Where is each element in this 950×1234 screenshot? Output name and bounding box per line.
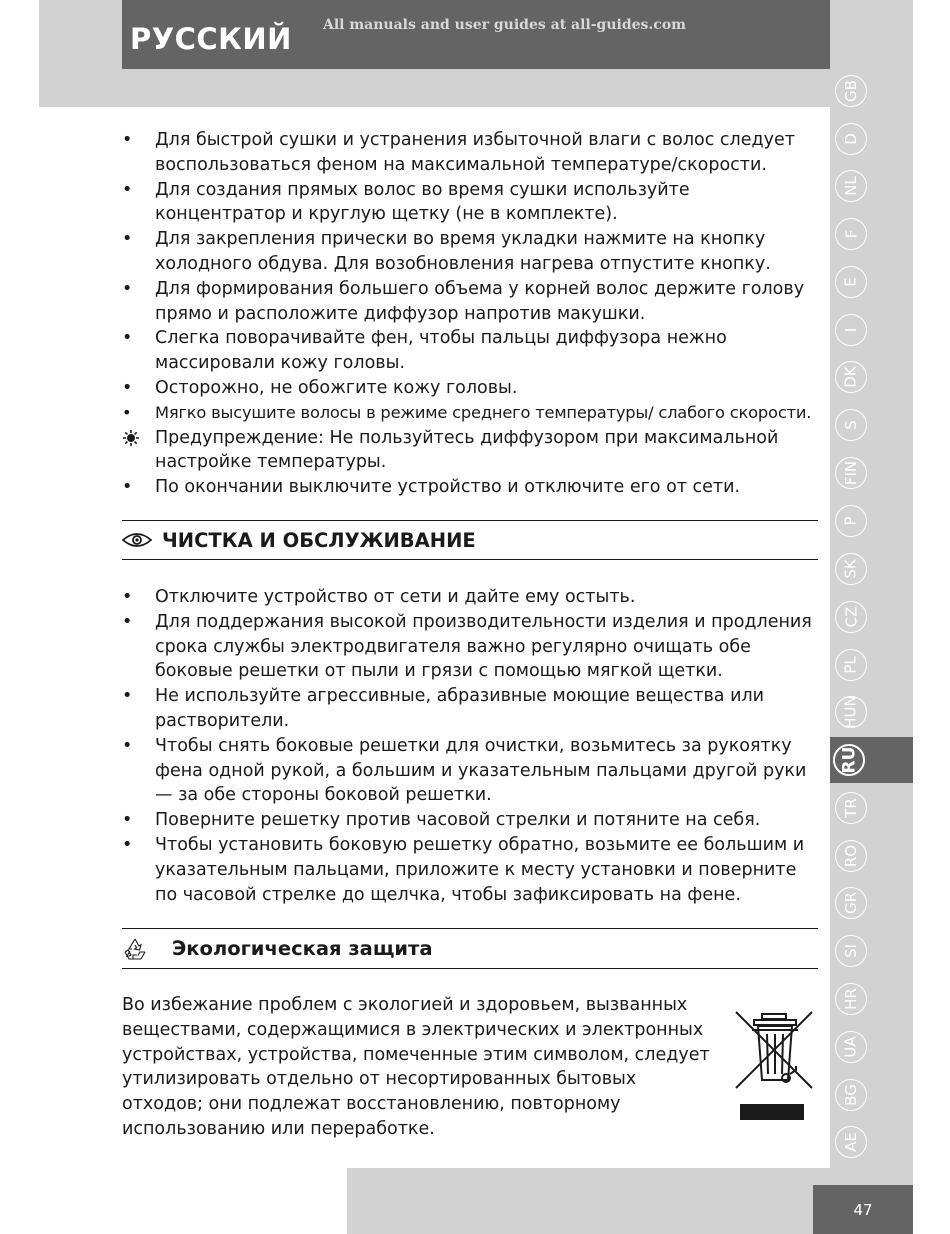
list-item bbox=[122, 178, 818, 228]
language-tab-ae[interactable] bbox=[831, 1122, 871, 1162]
language-tab-gr[interactable] bbox=[831, 883, 871, 923]
language-tab-sk[interactable] bbox=[831, 549, 871, 589]
eco-section-header bbox=[122, 928, 818, 969]
language-tab-circle bbox=[835, 696, 867, 728]
list-item-text: Не используйте агрессивные, абразивные моющие вещества или растворители. bbox=[155, 686, 764, 731]
language-tab-circle bbox=[835, 123, 867, 155]
language-title: РУССКИЙ bbox=[130, 22, 292, 56]
eco-paragraph: Во избежание проблем с экологией и здоровьем, вызванных веществами, содержащимися в электрических и электронных устройствах, устройства, помеченные этим символом, следует утилизировать отдельно от несортированных бытовых отходов; они подлежат восстановлению, повторному использованию или переработке. bbox=[122, 995, 710, 1139]
list-item-text: Осторожно, не обожгите кожу головы. bbox=[155, 377, 518, 398]
cleaning-section-title: ЧИСТКА И ОБСЛУЖИВАНИЕ bbox=[162, 528, 476, 552]
language-tab-label: S bbox=[842, 420, 860, 430]
language-tab-label: GR bbox=[841, 891, 860, 915]
bullet-mark: • bbox=[122, 179, 133, 200]
list-item bbox=[122, 227, 818, 277]
list-item-text: Мягко высушите волосы в режиме среднего температуры/ слабого скорости. bbox=[155, 402, 812, 422]
language-tab-circle bbox=[835, 601, 867, 633]
bullet-mark: • bbox=[122, 477, 133, 498]
list-item-text: Для закрепления прически во время укладки нажмите на кнопку холодного обдува. Для возобновления нагрева отпустите кнопку. bbox=[155, 229, 771, 274]
eco-section-title: Экологическая защита bbox=[172, 937, 433, 960]
language-tab-circle bbox=[835, 75, 867, 107]
watermark-text: All manuals and user guides at all-guides.com bbox=[323, 17, 686, 33]
language-tab-label: F bbox=[841, 229, 860, 239]
header-bar bbox=[122, 0, 830, 69]
bullet-mark: • bbox=[122, 130, 133, 150]
bullet-mark: • bbox=[122, 735, 133, 756]
list-item bbox=[122, 833, 818, 907]
language-tab-circle bbox=[835, 505, 867, 537]
bullet-mark: • bbox=[122, 278, 133, 299]
list-item bbox=[122, 684, 818, 734]
language-tab-circle bbox=[835, 983, 867, 1015]
list-item-text: Предупреждение: Не пользуйтесь диффузором при максимальной настройке температуры. bbox=[155, 427, 779, 473]
weee-bin-icon bbox=[734, 1008, 816, 1124]
cleaning-list bbox=[122, 585, 818, 907]
language-tab-circle bbox=[835, 935, 867, 967]
language-tab-p[interactable] bbox=[831, 501, 871, 541]
bullet-mark: • bbox=[122, 587, 133, 607]
language-tab-i[interactable] bbox=[831, 310, 871, 350]
language-tab-cz[interactable] bbox=[831, 597, 871, 637]
language-tab-pl[interactable] bbox=[831, 645, 871, 685]
language-tab-ru[interactable] bbox=[830, 737, 913, 783]
language-tab-hr[interactable] bbox=[831, 979, 871, 1019]
list-item bbox=[122, 808, 818, 833]
language-tab-circle bbox=[835, 314, 867, 346]
language-tab-ua[interactable] bbox=[831, 1027, 871, 1067]
language-tab-label: CZ bbox=[842, 606, 860, 628]
language-tab-s[interactable] bbox=[831, 405, 871, 445]
language-tab-circle bbox=[835, 170, 867, 202]
cleaning-section-header bbox=[122, 520, 818, 560]
list-item-text: Для создания прямых волос во время сушки используйте концентратор и круглую щетку (не в комплекте). bbox=[155, 179, 690, 225]
list-item-text: По окончании выключите устройство и отключите его от сети. bbox=[155, 477, 741, 498]
language-tab-label: SK bbox=[841, 559, 860, 579]
language-tab-circle bbox=[835, 792, 867, 824]
page-number: 47 bbox=[813, 1185, 913, 1234]
list-item bbox=[122, 585, 818, 610]
list-item-text: Чтобы снять боковые решетки для очистки, возьмитесь за рукоятку фена одной рукой, а большим и указательным пальцами другой руки — за обе стороны боковой решетки. bbox=[155, 735, 807, 806]
language-tab-circle bbox=[835, 553, 867, 585]
bullet-mark: • bbox=[122, 328, 133, 349]
language-tab-label: BG bbox=[842, 1084, 860, 1106]
list-item-text: Для быстрой сушки и устранения избыточной влаги с волос следует воспользоваться феном на максимальной температуре/скорости. bbox=[155, 130, 795, 175]
language-tab-f[interactable] bbox=[831, 214, 871, 254]
language-tab-label: I bbox=[842, 327, 860, 333]
language-tab-tr[interactable] bbox=[831, 788, 871, 828]
language-tab-label: E bbox=[841, 277, 860, 287]
language-tab-circle bbox=[835, 840, 867, 872]
language-tab-label: RO bbox=[841, 844, 860, 868]
language-tab-nl[interactable] bbox=[831, 166, 871, 206]
bullet-mark: • bbox=[122, 834, 133, 855]
list-item-text: Отключите устройство от сети и дайте ему остыть. bbox=[155, 587, 636, 607]
bullet-mark: • bbox=[122, 402, 132, 422]
list-item bbox=[122, 376, 818, 401]
language-tab-circle bbox=[835, 1031, 867, 1063]
eye-icon bbox=[122, 532, 152, 548]
bullet-mark: • bbox=[122, 229, 133, 250]
language-tab-label: UA bbox=[842, 1036, 860, 1058]
language-tab-e[interactable] bbox=[831, 262, 871, 302]
language-tab-label: GB bbox=[841, 80, 860, 102]
drying-tips-section bbox=[122, 128, 818, 500]
cleaning-section bbox=[122, 585, 818, 907]
list-item bbox=[122, 475, 818, 500]
language-tab-label: AE bbox=[842, 1132, 860, 1152]
list-item-text: Для поддержания высокой производительности изделия и продления срока службы электродвигателя важно регулярно очищать обе боковые решетки от пыли и грязи с помощью мягкой щетки. bbox=[155, 611, 812, 682]
language-tab-fin[interactable] bbox=[831, 453, 871, 493]
language-tab-label: P bbox=[841, 516, 860, 526]
list-item bbox=[122, 610, 818, 684]
recycle-icon bbox=[122, 937, 148, 961]
drying-tips-list bbox=[122, 128, 818, 500]
language-tab-label: NL bbox=[841, 176, 860, 196]
list-item-text: Чтобы установить боковую решетку обратно, возьмите ее большим и указательным пальцами, приложите к месту установки и поверните по часовой стрелке до щелчка, чтобы зафиксировать на фене. bbox=[155, 834, 805, 905]
list-item bbox=[122, 734, 818, 808]
language-tab-label: SI bbox=[841, 944, 860, 958]
list-item-text: Поверните решетку против часовой стрелки и потяните на себя. bbox=[155, 810, 761, 831]
language-tab-label: TR bbox=[842, 798, 860, 818]
language-tab-label: D bbox=[842, 133, 860, 145]
list-item-text: Слегка поворачивайте фен, чтобы пальцы диффузора нежно массировали кожу головы. bbox=[155, 328, 727, 374]
language-tab-si[interactable] bbox=[831, 931, 871, 971]
language-tab-label: HR bbox=[841, 988, 860, 1010]
language-tab-circle bbox=[835, 887, 867, 919]
warning-sun-icon bbox=[121, 429, 143, 447]
language-tab-label: RU bbox=[839, 746, 859, 774]
language-tab-label: HUN bbox=[842, 695, 861, 729]
language-tab-circle bbox=[835, 1079, 867, 1111]
bullet-mark: • bbox=[122, 810, 133, 831]
list-item bbox=[122, 277, 818, 327]
language-tab-hun[interactable] bbox=[831, 692, 871, 732]
language-tab-ro[interactable] bbox=[831, 836, 871, 876]
bullet-mark: • bbox=[122, 686, 133, 707]
language-tab-circle bbox=[835, 409, 867, 441]
language-tab-bg[interactable] bbox=[831, 1075, 871, 1115]
language-tab-circle bbox=[835, 649, 867, 681]
warning-list-item bbox=[122, 426, 818, 476]
language-tab-label: PL bbox=[842, 656, 860, 674]
list-item-text: Для формирования большего объема у корней волос держите голову прямо и расположите диффузор напротив макушки. bbox=[155, 278, 805, 324]
list-item bbox=[122, 326, 818, 376]
bullet-mark: • bbox=[122, 377, 133, 398]
language-tab-circle bbox=[835, 361, 867, 393]
language-tab-label: FIN bbox=[842, 460, 860, 486]
language-tab-gb[interactable] bbox=[831, 71, 871, 111]
language-tab-circle bbox=[835, 457, 867, 489]
list-item bbox=[122, 401, 818, 426]
language-tab-circle bbox=[835, 1126, 867, 1158]
language-tab-circle bbox=[835, 266, 867, 298]
language-tab-d[interactable] bbox=[831, 119, 871, 159]
language-tab-circle bbox=[835, 218, 867, 250]
list-item bbox=[122, 128, 818, 178]
language-tab-label: DK bbox=[841, 366, 860, 388]
bullet-mark: • bbox=[122, 611, 133, 632]
language-tab-circle bbox=[833, 744, 865, 776]
language-tab-dk[interactable] bbox=[831, 357, 871, 397]
